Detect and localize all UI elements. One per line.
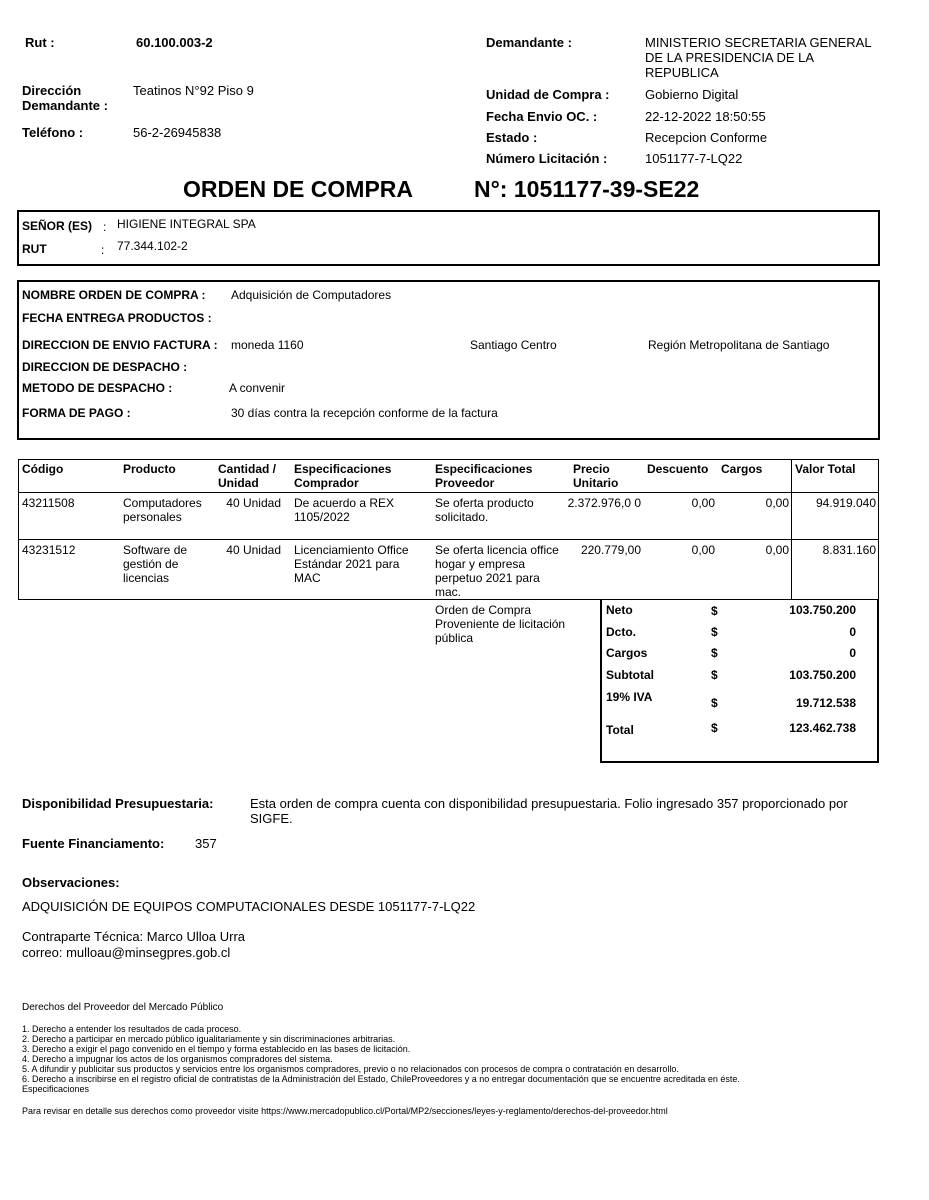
col-valor: Valor Total xyxy=(795,462,856,476)
row-precio: 220.779,00 xyxy=(580,543,641,557)
senor-colon: : xyxy=(103,220,107,234)
direccion-value: Teatinos N°92 Piso 9 xyxy=(133,83,254,98)
subtotal-value: 103.750.200 xyxy=(789,668,856,682)
dcto-currency: $ xyxy=(711,625,718,639)
derecho-item: 3. Derecho a exigir el pago convenido en el tiempo y forma establecido en las bases de licitación. xyxy=(22,1044,411,1054)
supplier-rut-colon: : xyxy=(101,243,105,257)
direccion-despacho-label: DIRECCION DE DESPACHO : xyxy=(22,360,188,374)
revisar-link-text: Para revisar en detalle sus derechos como proveedor visite https://www.mercadopublico.cl/Portal/MP2/secciones/leyes-y-reglamento/derechos-del-proveedor.html xyxy=(22,1106,668,1116)
correo-text: correo: mulloau@minsegpres.gob.cl xyxy=(22,945,231,960)
derechos-title: Derechos del Proveedor del Mercado Público xyxy=(22,1002,224,1013)
total-value: 123.462.738 xyxy=(789,721,856,735)
iva-label: 19% IVA xyxy=(606,690,653,704)
unidad-label: Unidad de Compra : xyxy=(486,87,610,102)
fecha-envio-label: Fecha Envio OC. : xyxy=(486,109,598,124)
disponibilidad-value: Esta orden de compra cuenta con disponibilidad presupuestaria. Folio ingresado 357 proporcionado por SIGFE. xyxy=(250,796,848,826)
supplier-rut-value: 77.344.102-2 xyxy=(117,239,188,253)
derecho-item: 4. Derecho a impugnar los actos de los organismos compradores del sistema. xyxy=(22,1054,333,1064)
derecho-item: 2. Derecho a participar en mercado público igualitariamente y sin discriminaciones arbitrarias. xyxy=(22,1034,396,1044)
row-esp-proveedor: Se oferta licencia office hogar y empresa perpetuo 2021 para mac. xyxy=(435,543,559,599)
row-cargos: 0,00 xyxy=(765,543,789,557)
row-codigo: 43211508 xyxy=(22,496,75,510)
nombre-orden-label: NOMBRE ORDEN DE COMPRA : xyxy=(22,288,206,302)
col-producto: Producto xyxy=(123,462,176,476)
cargos-currency: $ xyxy=(711,646,718,660)
unidad-value: Gobierno Digital xyxy=(645,87,739,102)
col-cargos: Cargos xyxy=(721,462,763,476)
region-value: Región Metropolitana de Santiago xyxy=(648,338,830,352)
rut-value: 60.100.003-2 xyxy=(136,35,213,50)
comuna-value: Santiago Centro xyxy=(470,338,557,352)
observaciones-text: ADQUISICIÓN DE EQUIPOS COMPUTACIONALES DESDE 1051177-7-LQ22 xyxy=(22,899,476,914)
demandante-label: Demandante : xyxy=(486,35,572,50)
neto-label: Neto xyxy=(606,603,633,617)
contraparte-text: Contraparte Técnica: Marco Ulloa Urra xyxy=(22,929,246,944)
telefono-value: 56-2-26945838 xyxy=(133,125,222,140)
row-descuento: 0,00 xyxy=(691,543,715,557)
subtotal-currency: $ xyxy=(711,668,718,682)
estado-label: Estado : xyxy=(486,130,538,145)
derechos-list xyxy=(22,1024,902,1094)
iva-value: 19.712.538 xyxy=(795,696,856,710)
direccion-label: Dirección Demandante : xyxy=(22,83,108,113)
col-esp-proveedor: Especificaciones Proveedor xyxy=(435,462,533,490)
cargos-label: Cargos xyxy=(606,646,648,660)
metodo-despacho-label: METODO DE DESPACHO : xyxy=(22,381,173,395)
col-cantidad: Cantidad / Unidad xyxy=(218,462,277,490)
row-precio: 2.372.976,0 0 xyxy=(567,496,641,510)
demandante-value: MINISTERIO SECRETARIA GENERAL DE LA PRESIDENCIA DE LA REPUBLICA xyxy=(645,35,872,80)
document-title: ORDEN DE COMPRA xyxy=(183,176,414,202)
subtotal-label: Subtotal xyxy=(606,668,654,682)
telefono-label: Teléfono : xyxy=(22,125,84,140)
row-codigo: 43231512 xyxy=(22,543,76,557)
licitacion-label: Número Licitación : xyxy=(486,151,608,166)
direccion-envio-value: moneda 1160 xyxy=(231,338,304,352)
fecha-entrega-label: FECHA ENTREGA PRODUCTOS : xyxy=(22,311,212,325)
derecho-item: Especificaciones xyxy=(22,1084,90,1094)
iva-currency: $ xyxy=(711,696,718,710)
col-descuento: Descuento xyxy=(647,462,709,476)
licitacion-note: Orden de Compra Proveniente de licitación pública xyxy=(435,603,566,645)
derecho-item: 6. Derecho a inscribirse en el registro oficial de contratistas de la Administración del Estado, ChileProveedores y a no entregar documentación que se encuentre acreditada en éste. xyxy=(22,1074,740,1084)
supplier-rut-label: RUT xyxy=(22,242,47,256)
cargos-value: 0 xyxy=(849,646,856,660)
derecho-item: 5. A difundir y publicitar sus productos y servicios entre los organismos compradores, previo o no relacionados con procesos de compra o contratación en desarrollo. xyxy=(22,1064,679,1074)
total-label: Total xyxy=(606,723,634,737)
row-cantidad: 40 Unidad xyxy=(226,543,281,557)
nombre-orden-value: Adquisición de Computadores xyxy=(231,288,392,302)
senor-value: HIGIENE INTEGRAL SPA xyxy=(117,217,256,231)
total-currency: $ xyxy=(711,721,718,735)
forma-pago-value: 30 días contra la recepción conforme de la factura xyxy=(231,406,498,420)
rut-label: Rut : xyxy=(25,35,55,50)
neto-value: 103.750.200 xyxy=(789,603,856,617)
row-valor: 8.831.160 xyxy=(822,543,876,557)
dcto-value: 0 xyxy=(849,625,856,639)
row-descuento: 0,00 xyxy=(691,496,715,510)
row-esp-proveedor: Se oferta producto solicitado. xyxy=(435,496,534,524)
disponibilidad-label: Disponibilidad Presupuestaria: xyxy=(22,796,214,811)
licitacion-value: 1051177-7-LQ22 xyxy=(645,151,743,166)
row-esp-comprador: De acuerdo a REX 1105/2022 xyxy=(294,496,395,524)
fuente-value: 357 xyxy=(195,836,217,851)
col-esp-comprador: Especificaciones Comprador xyxy=(294,462,392,490)
neto-currency: $ xyxy=(711,604,718,618)
col-precio: Precio Unitario xyxy=(573,462,619,490)
forma-pago-label: FORMA DE PAGO : xyxy=(22,406,131,420)
fuente-label: Fuente Financiamento: xyxy=(22,836,165,851)
row-producto: Software de gestión de licencias xyxy=(123,543,188,585)
observaciones-label: Observaciones: xyxy=(22,875,120,890)
col-codigo: Código xyxy=(22,462,64,476)
direccion-envio-label: DIRECCION DE ENVIO FACTURA : xyxy=(22,338,218,352)
row-valor: 94.919.040 xyxy=(815,496,876,510)
row-esp-comprador: Licenciamiento Office Estándar 2021 para MAC xyxy=(294,543,409,585)
derecho-item: 1. Derecho a entender los resultados de cada proceso. xyxy=(22,1024,242,1034)
order-number: N°: 1051177-39-SE22 xyxy=(474,176,700,202)
row-producto: Computadores personales xyxy=(123,496,202,524)
estado-value: Recepcion Conforme xyxy=(645,130,768,145)
senor-label: SEÑOR (ES) xyxy=(22,219,93,233)
metodo-despacho-value: A convenir xyxy=(229,381,286,395)
fecha-envio-value: 22-12-2022 18:50:55 xyxy=(645,109,766,124)
row-cantidad: 40 Unidad xyxy=(226,496,281,510)
dcto-label: Dcto. xyxy=(606,625,636,639)
row-cargos: 0,00 xyxy=(765,496,789,510)
